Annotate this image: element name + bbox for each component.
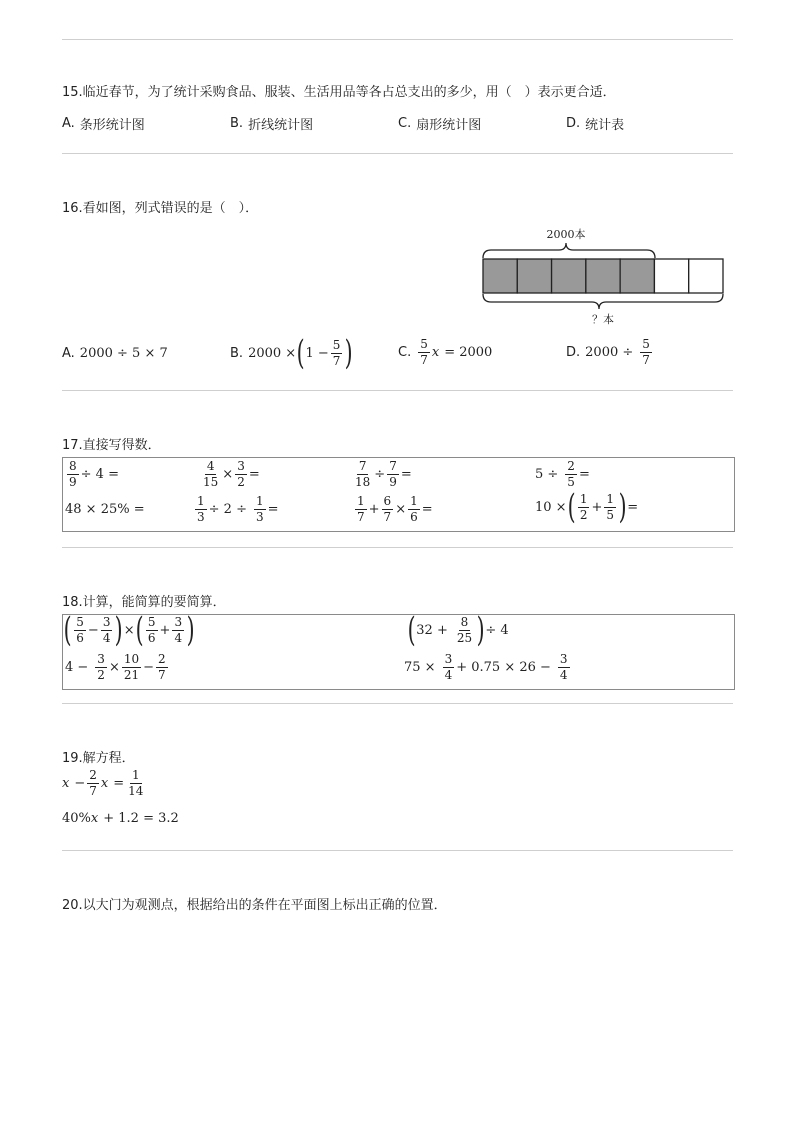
q15-option-a[interactable]: A. 条形统计图 [62, 116, 145, 133]
q17-answer-table [62, 457, 735, 532]
right-paren: ) [345, 333, 353, 373]
q15-option-c[interactable]: C. 扇形统计图 [398, 116, 482, 133]
diagram-bottom-label: ？本 [592, 313, 614, 326]
blank-segment [689, 259, 723, 293]
q17-item-3: $\frac{7}{18}$ ÷ $\frac{7}{9}$ = [355, 459, 412, 489]
blank-segment [654, 259, 688, 293]
shaded-segment [620, 259, 654, 293]
q17-item-8: 10 × ( $\frac{1}{2}$ + $\frac{1}{5}$ ) = [535, 487, 639, 527]
shaded-segment [517, 259, 551, 293]
fraction: $\frac{5}{7}$ [420, 337, 428, 367]
question-19-text: 19.解方程． [62, 751, 135, 766]
shaded-segment [483, 259, 517, 293]
q17-item-6: $\frac{1}{3}$ ÷ 2 ÷ $\frac{1}{3}$ = [197, 494, 279, 524]
q17-item-5: 48 × 25% = [65, 502, 145, 517]
question-17-text: 17.直接写得数． [62, 438, 161, 453]
q16-option-c[interactable]: C. $\frac{5}{7}$ x = 2000 [398, 337, 493, 367]
q19-equation-1: x − $\frac{2}{7}$ x = $\frac{1}{14}$ [62, 768, 144, 798]
divider-15 [62, 153, 733, 154]
top-brace [483, 243, 655, 258]
q18-calc-table [62, 610, 735, 690]
q18-expression-3: 4 − $\frac{3}{2}$ × $\frac{10}{21}$ − $\frac{2}{7}$ [65, 652, 166, 682]
q18-expression-1: ( $\frac{5}{6}$ − $\frac{3}{4}$ ) × ( $\frac{5}{6}$ + $\frac{3}{4}$ ) [63, 610, 195, 650]
segment-diagram [475, 222, 735, 332]
q16-option-a[interactable]: A. 2000 ÷ 5 × 7 [62, 346, 168, 361]
q16-option-b[interactable]: B. 2000 × ( 1 − $\frac{5}{7}$ ) [230, 333, 353, 373]
q17-item-7: $\frac{1}{7}$ + $\frac{6}{7}$ × $\frac{1}{6}$ = [357, 494, 433, 524]
diagram-top-label: 2000本 [546, 228, 586, 241]
q16-a-expression: 2000 ÷ 5 × 7 [79, 346, 168, 361]
divider-top [62, 39, 733, 40]
q17-item-2: $\frac{4}{15}$ × $\frac{3}{2}$ = [203, 459, 260, 489]
fraction: $\frac{5}{7}$ [332, 337, 341, 368]
fraction: $\frac{5}{7}$ [642, 337, 650, 367]
q15-option-d[interactable]: D. 统计表 [566, 116, 625, 133]
q19-equation-2: 40% x + 1.2 = 3.2 [62, 811, 179, 826]
left-paren: ( [296, 333, 305, 373]
q17-item-1: $\frac{8}{9}$ ÷ 4 = [69, 459, 119, 489]
q18-expression-4: 75 × $\frac{3}{4}$ + 0.75 × 26 − $\frac{3}{4}$ [404, 652, 568, 682]
q16-option-d[interactable]: D. 2000 ÷ $\frac{5}{7}$ [566, 337, 650, 367]
question-16-text: 16.看如图，列式错误的是（ ）． [62, 201, 259, 216]
divider-18 [62, 703, 733, 704]
question-20-text: 20.以大门为观测点，根据给出的条件在平面图上标出正确的位置． [62, 898, 447, 913]
q17-item-4: 5 ÷ $\frac{2}{5}$ = [535, 459, 590, 489]
shaded-segment [586, 259, 620, 293]
divider-16 [62, 390, 733, 391]
question-18-text: 18.计算，能简算的要简算． [62, 595, 226, 610]
shaded-segment [552, 259, 586, 293]
question-15-text: 15.临近春节，为了统计采购食品、服装、生活用品等各占总支出的多少，用（ ）表示更合适． [62, 85, 616, 100]
divider-19 [62, 850, 733, 851]
divider-17 [62, 547, 733, 548]
bottom-brace [483, 294, 723, 309]
q15-option-b[interactable]: B. 折线统计图 [230, 116, 314, 133]
q18-expression-2: ( 32 + $\frac{8}{25}$ ) ÷ 4 [407, 610, 509, 650]
